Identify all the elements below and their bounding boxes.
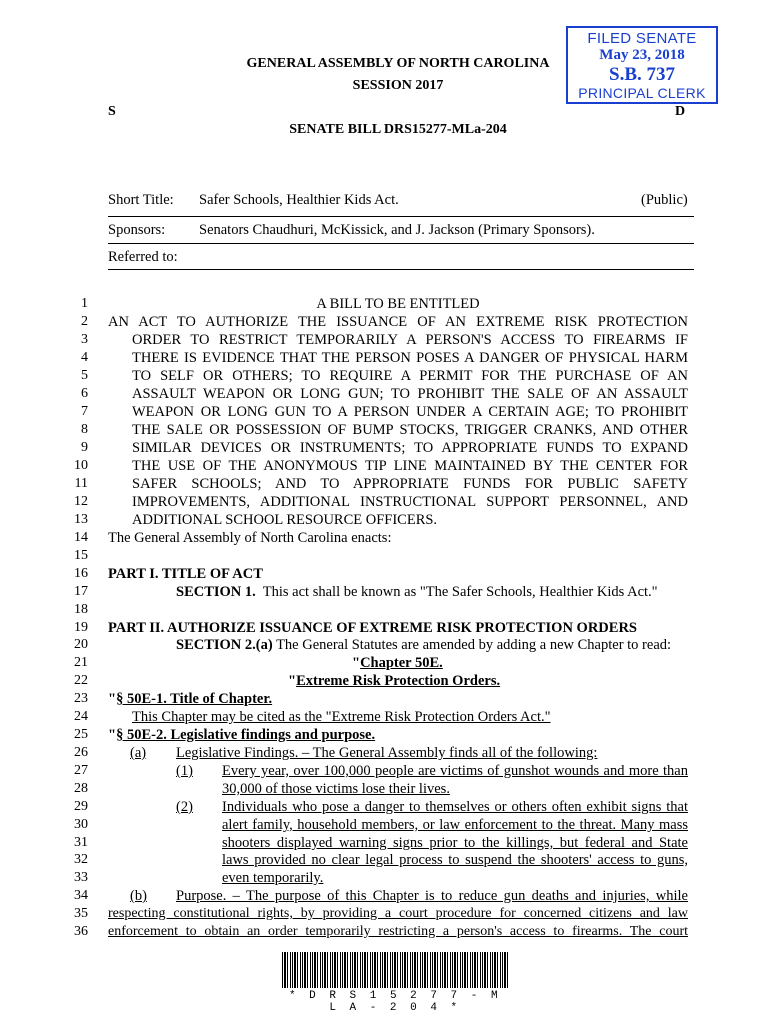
line-number: 2 [81, 314, 88, 329]
line-number: 17 [74, 584, 88, 599]
line-number: 4 [81, 350, 88, 365]
line-number: 32 [74, 852, 88, 867]
item-2-text: even temporarily. [222, 870, 324, 886]
item-1-text: 30,000 of those victims lose their lives. [222, 781, 450, 797]
stamp-date: May 23, 2018 [599, 47, 685, 63]
section-heading-50e-2 [108, 727, 375, 744]
section-heading-text: § 50E-2. Legislative findings and purpose. [116, 727, 376, 743]
line-number: 20 [74, 637, 88, 652]
chapter-title [288, 673, 500, 690]
line-number: 9 [81, 440, 88, 455]
section-one-text: This act shall be known as "The Safer Schools, Healthier Kids Act." [262, 584, 658, 600]
line-number: 21 [74, 655, 88, 670]
bill-title: SENATE BILL DRS15277-MLa-204 [289, 122, 507, 137]
line-number: 23 [74, 691, 88, 706]
act-title-line: TO SELF OR OTHERS; TO REQUIRE A PERMIT FOR THE PURCHASE OF AN [132, 368, 688, 384]
open-quote: " [288, 673, 297, 689]
line-number: 11 [74, 476, 88, 491]
info-divider [108, 243, 694, 244]
referred-label: Referred to: [108, 249, 178, 265]
item-1-marker: (1) [176, 763, 193, 779]
section-heading-50e-1 [108, 691, 272, 708]
act-title-line: SIMILAR DEVICES OR INSTRUMENTS; TO APPROPRIATE FUNDS TO EXPAND [132, 440, 688, 456]
item-2-text: alert family, household members, or law enforcement to the threat. Many mass [222, 817, 688, 833]
line-number: 25 [74, 727, 88, 742]
stamp-filed-label: FILED SENATE [587, 30, 697, 47]
chapter-title-text: Extreme Risk Protection Orders. [296, 673, 501, 689]
line-number: 5 [81, 368, 88, 383]
line-number: 27 [74, 763, 88, 778]
section-two-a [176, 637, 671, 654]
part-two-heading: PART II. AUTHORIZE ISSUANCE OF EXTREME RISK PROTECTION ORDERS [108, 620, 637, 636]
open-quote: " [108, 691, 117, 707]
line-number: 3 [81, 332, 88, 347]
subsection-a-text: Legislative Findings. – The General Assembly finds all of the following: [176, 745, 598, 761]
subsection-b-text: enforcement to obtain an order temporarily restricting a person's access to firearms. The court [108, 924, 688, 939]
open-quote: " [108, 727, 117, 743]
line-number: 29 [74, 799, 88, 814]
act-title-line: AN ACT TO AUTHORIZE THE ISSUANCE OF AN EXTREME RISK PROTECTION [108, 314, 688, 330]
short-title-label: Short Title: [108, 192, 174, 208]
item-2-text: shooters displayed warning signs prior to the killings, but federal and State [222, 835, 688, 851]
line-number: 18 [74, 602, 88, 617]
line-number: 30 [74, 817, 88, 832]
line-number: 15 [74, 548, 88, 563]
barcode-caption: * D R S 1 5 2 7 7 - M L A - 2 0 4 * [288, 990, 502, 1014]
stamp-clerk: PRINCIPAL CLERK [578, 85, 706, 101]
line-number: 28 [74, 781, 88, 796]
draft-marker: D [675, 104, 686, 119]
item-2-text: laws provided no clear legal process to suspend the shooters' access to guns, [222, 852, 688, 868]
short-title-value: Safer Schools, Healthier Kids Act. [199, 192, 399, 208]
section-two-a-label: SECTION 2.(a) [176, 637, 273, 653]
assembly-heading: GENERAL ASSEMBLY OF NORTH CAROLINA [246, 56, 550, 71]
stamp-bill-number: S.B. 737 [609, 64, 675, 85]
citation-text: This Chapter may be cited as the "Extreme Risk Protection Orders Act." [132, 709, 551, 725]
part-one-heading: PART I. TITLE OF ACT [108, 566, 263, 582]
section-one [176, 584, 658, 601]
line-number: 34 [74, 888, 88, 903]
subsection-b-marker: (b) [130, 888, 147, 904]
line-number: 22 [74, 673, 88, 688]
act-title-line: ORDER TO RESTRICT TEMPORARILY A PERSON'S ACCESS TO FIREARMS IF [132, 332, 688, 348]
act-title-line: SAFER SCHOOLS; AND TO APPROPRIATE FUNDS FOR PUBLIC SAFETY [132, 476, 688, 492]
act-title-line: THERE IS EVIDENCE THAT THE PERSON POSES A DANGER OF PHYSICAL HARM [132, 350, 688, 366]
line-number: 8 [81, 422, 88, 437]
act-title-line: THE USE OF THE ANONYMOUS TIP LINE MAINTAINED BY THE CENTER FOR [132, 458, 688, 474]
act-title-line: THE SALE OR POSSESSION OF BUMP STOCKS, TRIGGER CRANKS, AND OTHER [132, 422, 688, 438]
line-number: 10 [74, 458, 88, 473]
line-number: 26 [74, 745, 88, 760]
line-number: 16 [74, 566, 88, 581]
subsection-b-text: respecting constitutional rights, by providing a court procedure for concerned citizens and law [108, 906, 688, 921]
line-number: 1 [81, 296, 88, 311]
act-title-line: IMPROVEMENTS, ADDITIONAL INSTRUCTIONAL SUPPORT PERSONNEL, AND [132, 494, 688, 510]
info-divider [108, 269, 694, 270]
line-number: 7 [81, 404, 88, 419]
chapter-number: Chapter 50E. [360, 655, 443, 671]
line-number: 36 [74, 924, 88, 939]
line-number: 35 [74, 906, 88, 921]
sponsors-value: Senators Chaudhuri, McKissick, and J. Jackson (Primary Sponsors). [199, 222, 595, 238]
enacting-clause: The General Assembly of North Carolina enacts: [108, 530, 392, 546]
line-number: 13 [74, 512, 88, 527]
public-label: (Public) [641, 192, 688, 208]
line-number: 19 [74, 620, 88, 635]
chapter-heading [352, 655, 443, 672]
section-two-a-text: The General Statutes are amended by adding a new Chapter to read: [276, 637, 672, 653]
act-title-line: ASSAULT WEAPON OR LONG GUN; TO PROHIBIT THE SALE OF AN ASSAULT [132, 386, 688, 402]
document-barcode [282, 952, 508, 988]
line-number: 33 [74, 870, 88, 885]
line-number: 6 [81, 386, 88, 401]
item-1-text: Every year, over 100,000 people are victims of gunshot wounds and more than [222, 763, 688, 779]
line-number: 31 [74, 835, 88, 850]
act-title-line: WEAPON OR LONG GUN TO A PERSON UNDER A CERTAIN AGE; TO PROHIBIT [132, 404, 688, 420]
session-heading: SESSION 2017 [352, 78, 444, 93]
sponsors-label: Sponsors: [108, 222, 166, 238]
subsection-b-text: Purpose. – The purpose of this Chapter is to reduce gun deaths and injuries, while [176, 888, 688, 904]
line-number: 24 [74, 709, 88, 724]
act-title-line: ADDITIONAL SCHOOL RESOURCE OFFICERS. [132, 512, 438, 528]
section-heading-text: § 50E-1. Title of Chapter. [116, 691, 273, 707]
info-divider [108, 216, 694, 217]
item-2-text: Individuals who pose a danger to themselves or others often exhibit signs that [222, 799, 688, 815]
line-number: 14 [74, 530, 88, 545]
open-quote: " [352, 655, 361, 671]
section-one-label: SECTION 1. [176, 584, 256, 600]
subsection-a-marker: (a) [130, 745, 147, 761]
line-number: 12 [74, 494, 88, 509]
bill-entitled-heading: A BILL TO BE ENTITLED [316, 296, 480, 312]
chamber-marker: S [108, 104, 116, 119]
item-2-marker: (2) [176, 799, 193, 815]
